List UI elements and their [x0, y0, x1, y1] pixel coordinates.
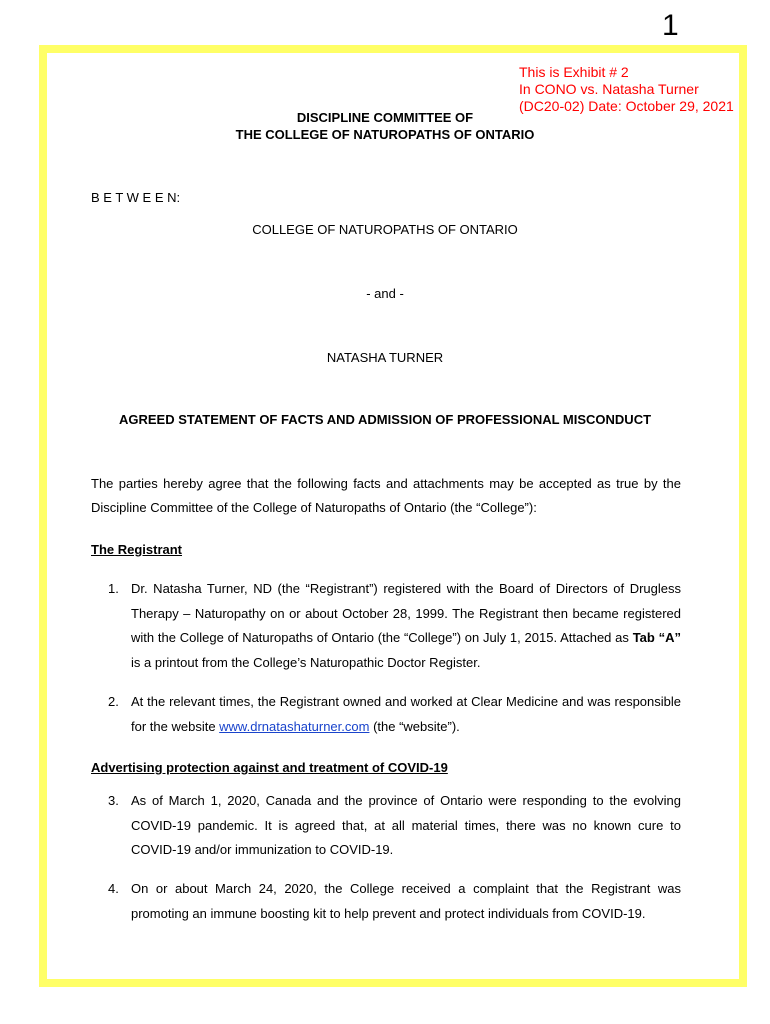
- party-registrant: NATASHA TURNER: [326, 350, 444, 365]
- exhibit-line-3: (DC20-02) Date: October 29, 2021: [519, 98, 734, 114]
- and-separator: - and -: [366, 286, 404, 301]
- header-line-2: THE COLLEGE OF NATUROPATHS OF ONTARIO: [235, 127, 535, 142]
- list-item: [91, 789, 681, 863]
- tab-reference: Tab “A”: [632, 630, 681, 645]
- intro-paragraph: The parties hereby agree that the following facts and attachments may be accepted as true by the Discipline Committee of the College of Naturopaths of Ontario (the “College”):: [91, 476, 681, 515]
- website-link[interactable]: www.drnatashaturner.com: [219, 718, 370, 734]
- between-label: B E T W E E N:: [91, 190, 181, 205]
- item-number: 3.: [108, 793, 119, 808]
- party-college: COLLEGE OF NATUROPATHS OF ONTARIO: [252, 222, 518, 237]
- exhibit-stamp: [519, 64, 759, 115]
- item-text: As of March 1, 2020, Canada and the province of Ontario were responding to the evolving COVID-19 pandemic. It is agreed that, at all material times, there was no known cure to COVID-19 and/or immunization to COVID-19.: [131, 793, 681, 857]
- document-title: AGREED STATEMENT OF FACTS AND ADMISSION OF PROFESSIONAL MISCONDUCT: [118, 412, 652, 427]
- item-text: On or about March 24, 2020, the College received a complaint that the Registrant was promoting an immune boosting kit to help prevent and protect individuals from COVID-19.: [131, 881, 681, 921]
- list-item: [91, 877, 681, 926]
- item-text: At the relevant times, the Registrant owned and worked at Clear Medicine and was responsible for the website www.drnatashaturner.com (the “website”).: [131, 694, 681, 734]
- section-heading-registrant: The Registrant: [91, 542, 183, 557]
- section-heading-covid: Advertising protection against and treatment of COVID-19: [91, 760, 448, 775]
- header-line-1: DISCIPLINE COMMITTEE OF: [296, 110, 474, 125]
- list-item: [91, 577, 681, 675]
- item-text: Dr. Natasha Turner, ND (the “Registrant”) registered with the Board of Directors of Drugless Therapy – Naturopathy on or about October 28, 1999. The Registrant then became registered with the College of Naturopaths of Ontario (the “College”) on July 1, 2015. Attached as Tab “A” is a printout from the College’s Naturopathic Doctor Register.: [131, 581, 681, 670]
- exhibit-line-2: In CONO vs. Natasha Turner: [519, 81, 699, 97]
- item-number: 2.: [108, 694, 119, 709]
- list-item: [91, 690, 681, 739]
- page-number: 1: [662, 9, 679, 42]
- item-number: 1.: [108, 581, 119, 596]
- exhibit-line-1: This is Exhibit # 2: [519, 64, 629, 80]
- item-number: 4.: [108, 881, 119, 896]
